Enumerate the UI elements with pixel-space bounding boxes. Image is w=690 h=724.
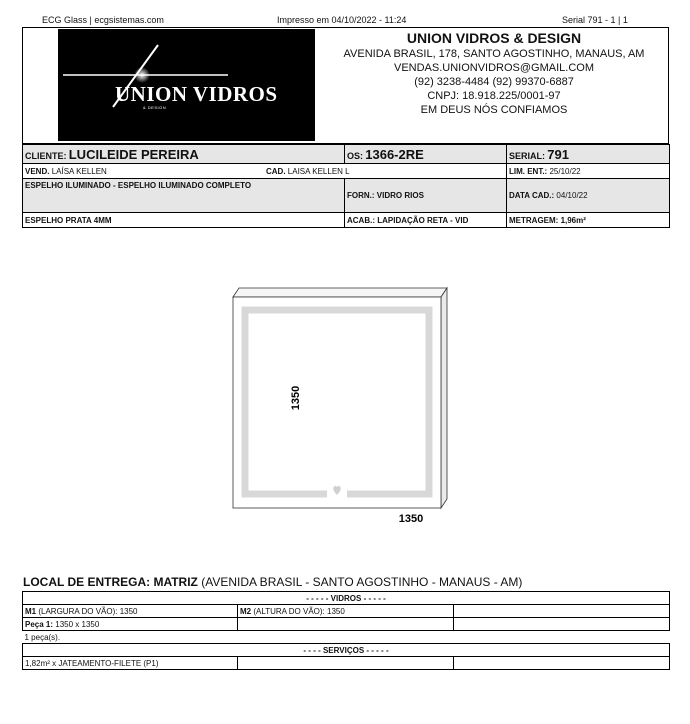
finish-cell: ACAB.: LAPIDAÇÃO RETA - VID bbox=[345, 213, 507, 228]
delivery-location-address: (AVENIDA BRASIL - SANTO AGOSTINHO - MANAUS - AM) bbox=[197, 575, 523, 589]
glass-services-table bbox=[22, 591, 670, 670]
pieces-count: 1 peça(s). bbox=[24, 632, 61, 642]
mirror-outline bbox=[233, 288, 447, 508]
system-name: ECG Glass | ecgsistemas.com bbox=[42, 15, 164, 25]
delivery-location-label: LOCAL DE ENTREGA: MATRIZ bbox=[23, 575, 198, 589]
glass-section-header: - - - - - VIDROS - - - - - bbox=[23, 592, 670, 605]
area-cell: METRAGEM: 1,96m² bbox=[507, 213, 670, 228]
logo-tagline: & DESIGN bbox=[143, 105, 167, 110]
os-cell: OS: 1366-2RE bbox=[345, 145, 507, 164]
company-motto: EM DEUS NÓS CONFIAMOS bbox=[420, 104, 568, 116]
registered-by: LAISA KELLEN L bbox=[287, 167, 350, 176]
empty-cell bbox=[454, 657, 670, 670]
printed-date: Impresso em 04/10/2022 - 11:24 bbox=[277, 15, 407, 25]
services-section-header: - - - - SERVIÇOS - - - - - bbox=[23, 644, 670, 657]
height-dimension: 1350 bbox=[290, 385, 302, 411]
client-name: LUCILEIDE PEREIRA bbox=[68, 146, 199, 162]
glass-type-cell: ESPELHO PRATA 4MM bbox=[23, 213, 345, 228]
empty-cell bbox=[454, 618, 670, 631]
width-dimension: 1350 bbox=[398, 513, 424, 525]
company-address: AVENIDA BRASIL, 178, SANTO AGOSTINHO, MANAUS, AM bbox=[343, 48, 645, 60]
register-date: 04/10/22 bbox=[556, 191, 588, 200]
finish: LAPIDAÇÃO RETA - VID bbox=[377, 215, 469, 225]
seller-name: LAÍSA KELLEN bbox=[51, 166, 107, 176]
logo-name: UNION VIDROS bbox=[115, 82, 278, 106]
piece-cell: Peça 1: 1350 x 1350 bbox=[23, 618, 238, 631]
delivery-location bbox=[23, 575, 522, 589]
company-name: UNION VIDROS & DESIGN bbox=[406, 30, 582, 46]
seller-cell: VEND. LAÍSA KELLEN CAD. LAISA KELLEN L bbox=[23, 164, 507, 179]
company-phones: (92) 3238-4484 (92) 99370-6887 bbox=[414, 76, 574, 88]
service-item: 1,82m² x JATEAMENTO-FILETE (P1) bbox=[23, 657, 238, 670]
m2-value: (ALTURA DO VÃO): 1350 bbox=[251, 606, 345, 616]
delivery-limit-cell: LIM. ENT.: 25/10/22 bbox=[507, 164, 670, 179]
company-cnpj: CNPJ: 18.918.225/0001-97 bbox=[427, 90, 561, 102]
area: 1,96m² bbox=[560, 215, 586, 225]
os-number: 1366-2RE bbox=[365, 146, 424, 162]
supplier: VIDRO RIOS bbox=[376, 191, 424, 200]
company-email: VENDAS.UNIONVIDROS@GMAIL.COM bbox=[393, 62, 595, 74]
m1-cell: M1 (LARGURA DO VÃO): 1350 bbox=[23, 605, 238, 618]
empty-cell bbox=[238, 657, 454, 670]
product-cell: ESPELHO ILUMINADO - ESPELHO ILUMINADO COMPLETO bbox=[23, 179, 345, 213]
serial-cell: SERIAL: 791 bbox=[507, 145, 670, 164]
m1-value: (LARGURA DO VÃO): 1350 bbox=[36, 606, 138, 616]
delivery-limit: 25/10/22 bbox=[549, 166, 581, 176]
m2-cell: M2 (ALTURA DO VÃO): 1350 bbox=[238, 605, 454, 618]
empty-cell bbox=[238, 618, 454, 631]
piece-size: 1350 x 1350 bbox=[53, 619, 100, 629]
supplier-cell: FORN.: VIDRO RIOS bbox=[345, 179, 507, 213]
client-cell: CLIENTE: LUCILEIDE PEREIRA bbox=[23, 145, 345, 164]
page-serial: Serial 791 - 1 | 1 bbox=[562, 15, 628, 25]
serial-number: 791 bbox=[547, 146, 569, 162]
register-date-cell: DATA CAD.: 04/10/22 bbox=[507, 179, 670, 213]
empty-cell bbox=[454, 605, 670, 618]
